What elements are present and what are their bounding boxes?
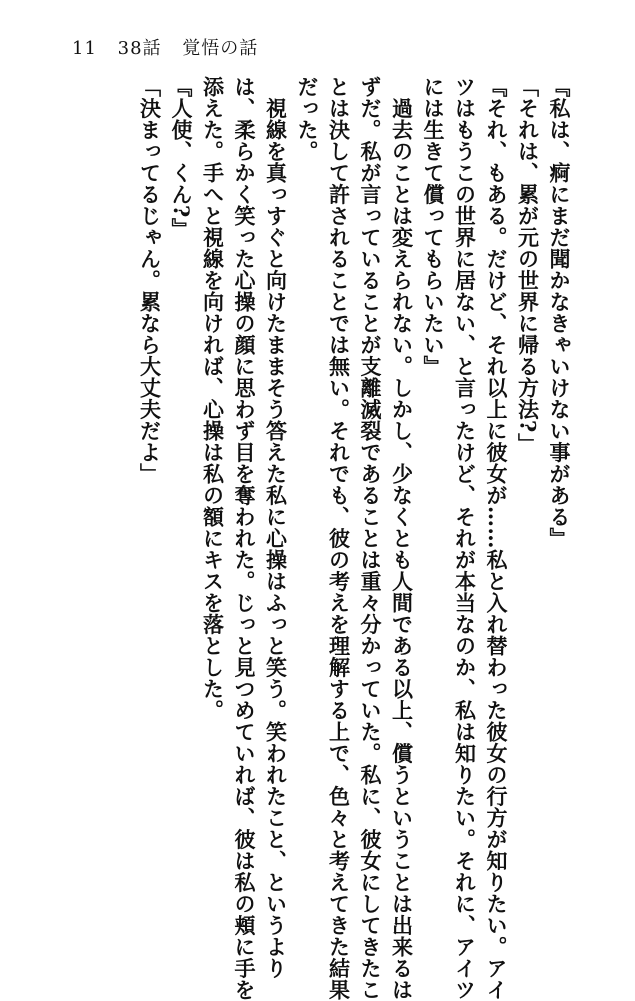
text-line: 添えた。手へと視線を向ければ、心操は私の額にキスを落とした。 xyxy=(200,76,226,721)
text-line: ツはもうこの世界に居ない、と言ったけど、それが本当なのか、私は知りたい。それに、アイツ xyxy=(452,76,478,1001)
page-header xyxy=(72,34,272,60)
text-line: 『私は、痾にまだ聞かなきゃいけない事がある』 xyxy=(547,76,572,549)
text-line: には生きて償ってもらいたい』 xyxy=(421,76,446,377)
text-line: 『それ、もある。だけど、それ以上に彼女が……私と入れ替わった彼女の行方が知りたい。アイ xyxy=(484,76,509,1001)
chapter-title: 覚悟の話 xyxy=(182,38,259,59)
text-line: だった。 xyxy=(295,76,320,162)
text-line: 過去のことは変えられない。しかし、少なくとも人間である以上、償うということは出来るは xyxy=(389,76,415,1001)
text-line: 「それは、累が元の世界に帰る方法?」 xyxy=(515,76,541,455)
text-line: とは決して許されることでは無い。それでも、彼の考えを理解する上で、色々と考えてきた結果 xyxy=(326,76,352,1001)
chapter-number: 38話 xyxy=(117,38,162,59)
text-line: 『人使、くん?』 xyxy=(169,76,194,240)
page-number: 11 xyxy=(72,38,97,59)
text-line: 「決まってるじゃん。累なら大丈夫だよ」 xyxy=(137,76,163,485)
text-line: ずだ。私が言っていることが支離滅裂であることは重々分かっていた。私に、彼女にしてきたこ xyxy=(358,76,383,1001)
text-line: は、柔らかく笑った心操の顔に思わず目を奪われた。じっと見つめていれば、彼は私の頬に手を xyxy=(232,76,257,1001)
vertical-body-text xyxy=(134,76,575,1001)
text-line: 視線を真っすぐと向けたままそう答えた私に心操はふっと笑う。笑われたこと、というより xyxy=(263,76,289,979)
